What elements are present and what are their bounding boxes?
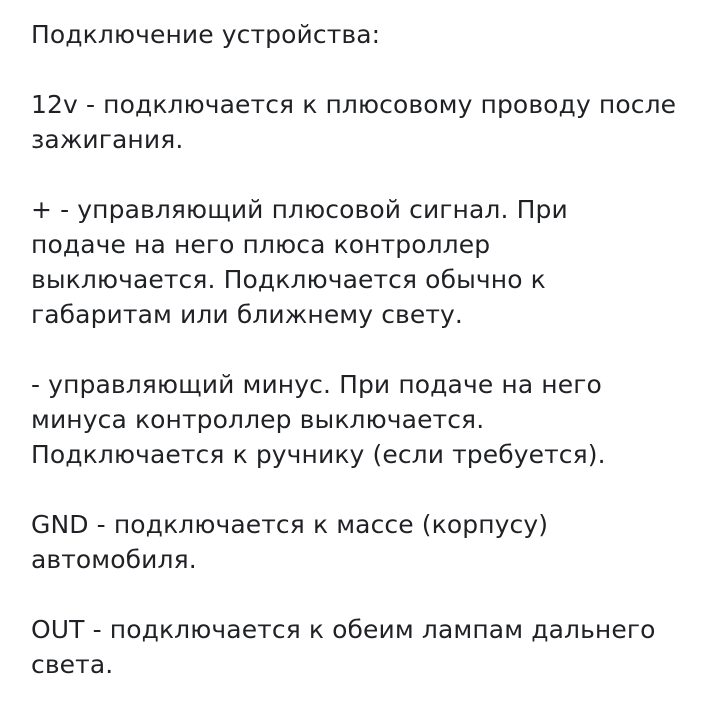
section-out-line-2: света.	[31, 650, 114, 679]
section-plus-control-line-4: габаритам или ближнему свету.	[31, 300, 463, 329]
section-plus-control-line-1: + - управляющий плюсовой сигнал. При	[31, 195, 568, 224]
section-minus-control-line-1: - управляющий минус. При подаче на него	[31, 370, 602, 399]
section-12v-line-1: 12v - подключается к плюсовому проводу после	[31, 90, 677, 119]
section-minus-control-line-3: Подключается к ручнику (если требуется).	[31, 440, 606, 469]
section-plus-control	[31, 192, 701, 332]
section-gnd-line-2: автомобиля.	[31, 545, 197, 574]
section-gnd	[31, 507, 701, 577]
section-plus-control-line-3: выключается. Подключается обычно к	[31, 265, 546, 294]
section-minus-control-line-2: минуса контроллер выключается.	[31, 405, 485, 434]
device-connection-document	[31, 17, 701, 717]
section-out-line-1: OUT - подключается к обеим лампам дальнего	[31, 615, 656, 644]
section-minus-control	[31, 367, 701, 472]
document-title	[31, 17, 701, 52]
section-12v	[31, 87, 701, 157]
section-plus-control-line-2: подаче на него плюса контроллер	[31, 230, 491, 259]
title-line: Подключение устройства:	[31, 20, 381, 49]
section-gnd-line-1: GND - подключается к массе (корпусу)	[31, 510, 549, 539]
section-12v-line-2: зажигания.	[31, 125, 184, 154]
section-out	[31, 612, 701, 682]
